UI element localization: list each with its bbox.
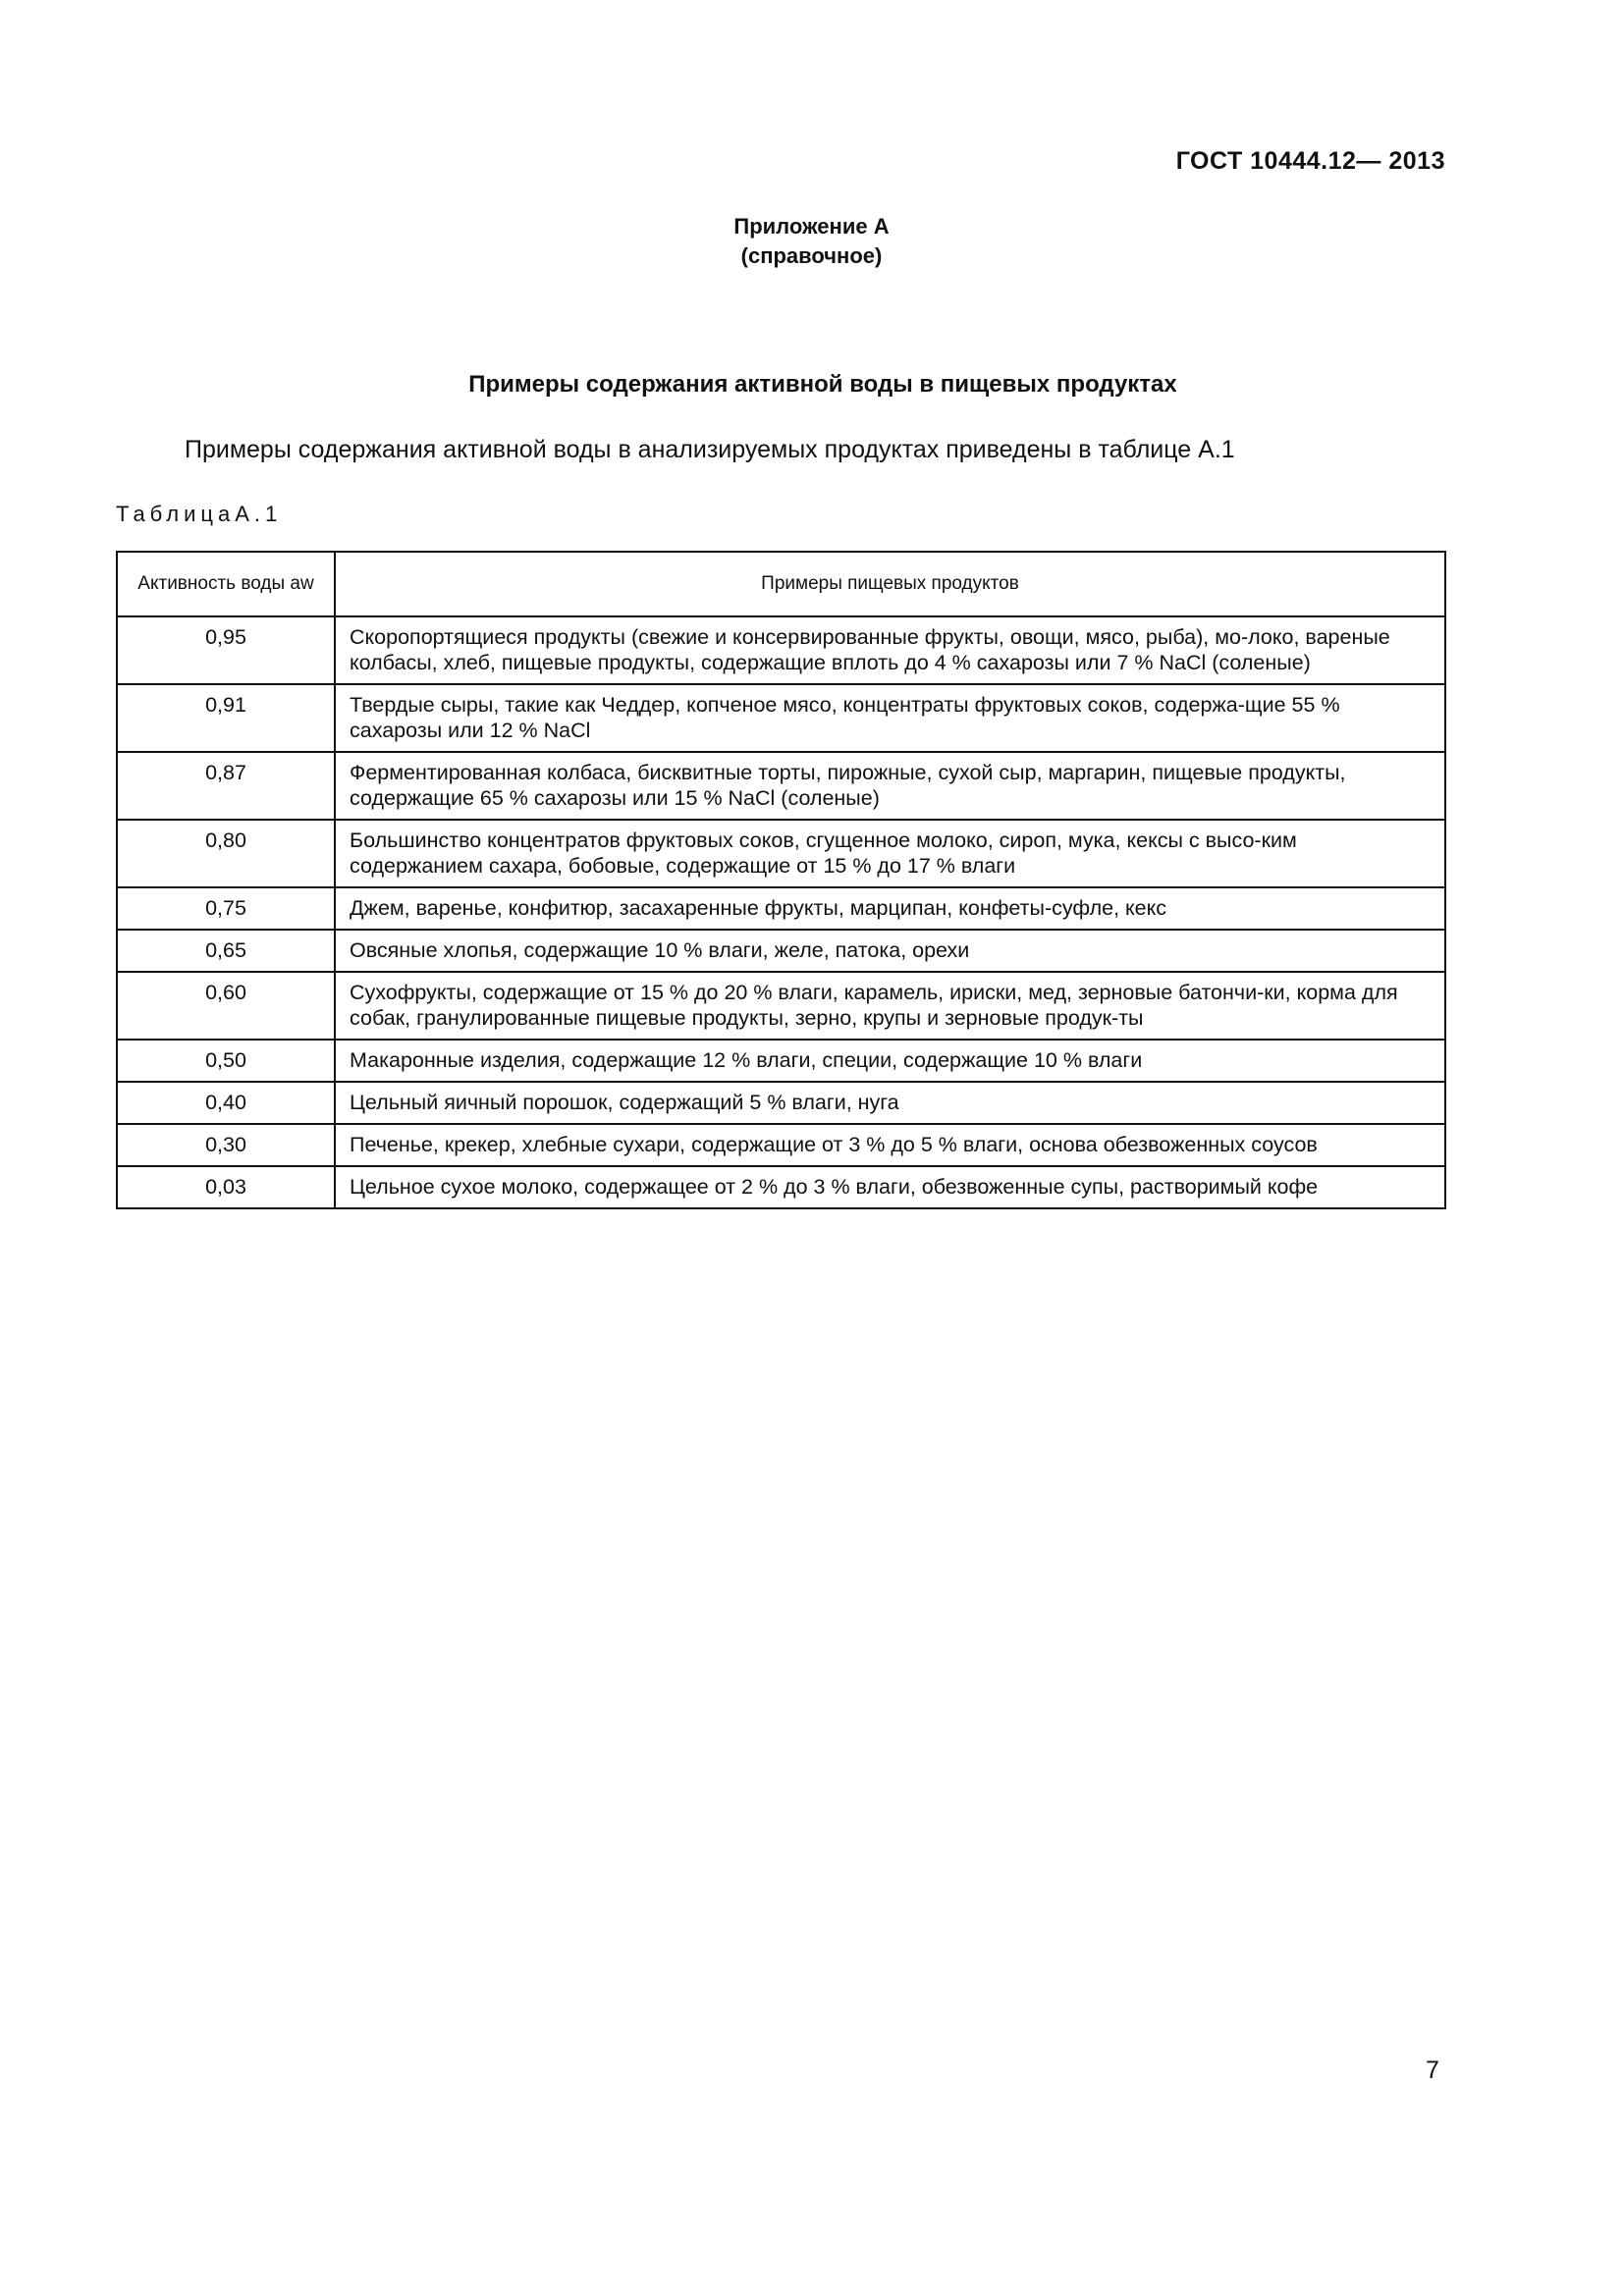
aw-value: 0,87	[117, 752, 335, 820]
standard-code: ГОСТ 10444.12— 2013	[1175, 147, 1445, 175]
aw-value: 0,91	[117, 684, 335, 752]
aw-value: 0,80	[117, 820, 335, 887]
product-examples: Макаронные изделия, содержащие 12 % влаги, специи, содержащие 10 % влаги	[335, 1040, 1445, 1082]
table-row	[117, 887, 1445, 930]
table-row	[117, 616, 1445, 684]
aw-value: 0,40	[117, 1082, 335, 1124]
table-row	[117, 1166, 1445, 1208]
table-row	[117, 684, 1445, 752]
aw-value: 0,50	[117, 1040, 335, 1082]
product-examples: Ферментированная колбаса, бисквитные торты, пирожные, сухой сыр, маргарин, пищевые продукты, содержащие 65 % сахарозы или 15 % NaCl (соленые)	[335, 752, 1445, 820]
table-row	[117, 1124, 1445, 1166]
water-activity-table	[116, 551, 1446, 1209]
aw-value: 0,30	[117, 1124, 335, 1166]
appendix-title: Приложение А	[733, 214, 890, 239]
aw-value: 0,75	[117, 887, 335, 930]
header-examples: Примеры пищевых продуктов	[335, 552, 1445, 616]
section-title: Примеры содержания активной воды в пищевых продуктах	[468, 371, 1177, 398]
table-header-row	[117, 552, 1445, 616]
intro-paragraph: Примеры содержания активной воды в анализируемых продуктах приведены в таблице А.1	[185, 436, 1235, 463]
table-row	[117, 972, 1445, 1040]
product-examples: Скоропортящиеся продукты (свежие и консервированные фрукты, овощи, мясо, рыба), мо-локо, вареные колбасы, хлеб, пищевые продукты, содержащие вплоть до 4 % сахарозы или 7 % NaCl (соленые)	[335, 616, 1445, 684]
product-examples: Овсяные хлопья, содержащие 10 % влаги, желе, патока, орехи	[335, 930, 1445, 972]
product-examples: Цельный яичный порошок, содержащий 5 % влаги, нуга	[335, 1082, 1445, 1124]
appendix-type: (справочное)	[740, 243, 883, 268]
product-examples: Сухофрукты, содержащие от 15 % до 20 % влаги, карамель, ириски, мед, зерновые батончи-ки, корма для собак, гранулированные пищевые продукты, зерно, крупы и зерновые продук-ты	[335, 972, 1445, 1040]
page-number: 7	[1426, 2056, 1439, 2084]
table-row	[117, 1082, 1445, 1124]
appendix-heading	[0, 212, 1623, 271]
header-aw: Активность воды aw	[117, 552, 335, 616]
table-caption: ТаблицаА.1	[116, 502, 283, 526]
product-examples: Джем, варенье, конфитюр, засахаренные фрукты, марципан, конфеты-суфле, кекс	[335, 887, 1445, 930]
aw-value: 0,65	[117, 930, 335, 972]
table-row	[117, 752, 1445, 820]
product-examples: Твердые сыры, такие как Чеддер, копченое мясо, концентраты фруктовых соков, содержа-щие 55 % сахарозы или 12 % NaCl	[335, 684, 1445, 752]
aw-value: 0,03	[117, 1166, 335, 1208]
product-examples: Цельное сухое молоко, содержащее от 2 % до 3 % влаги, обезвоженные супы, растворимый кофе	[335, 1166, 1445, 1208]
table-row	[117, 1040, 1445, 1082]
product-examples: Большинство концентратов фруктовых соков, сгущенное молоко, сироп, мука, кексы с высо-ким содержанием сахара, бобовые, содержащие от 15 % до 17 % влаги	[335, 820, 1445, 887]
table-row	[117, 930, 1445, 972]
product-examples: Печенье, крекер, хлебные сухари, содержащие от 3 % до 5 % влаги, основа обезвоженных соусов	[335, 1124, 1445, 1166]
table-row	[117, 820, 1445, 887]
aw-value: 0,60	[117, 972, 335, 1040]
aw-value: 0,95	[117, 616, 335, 684]
